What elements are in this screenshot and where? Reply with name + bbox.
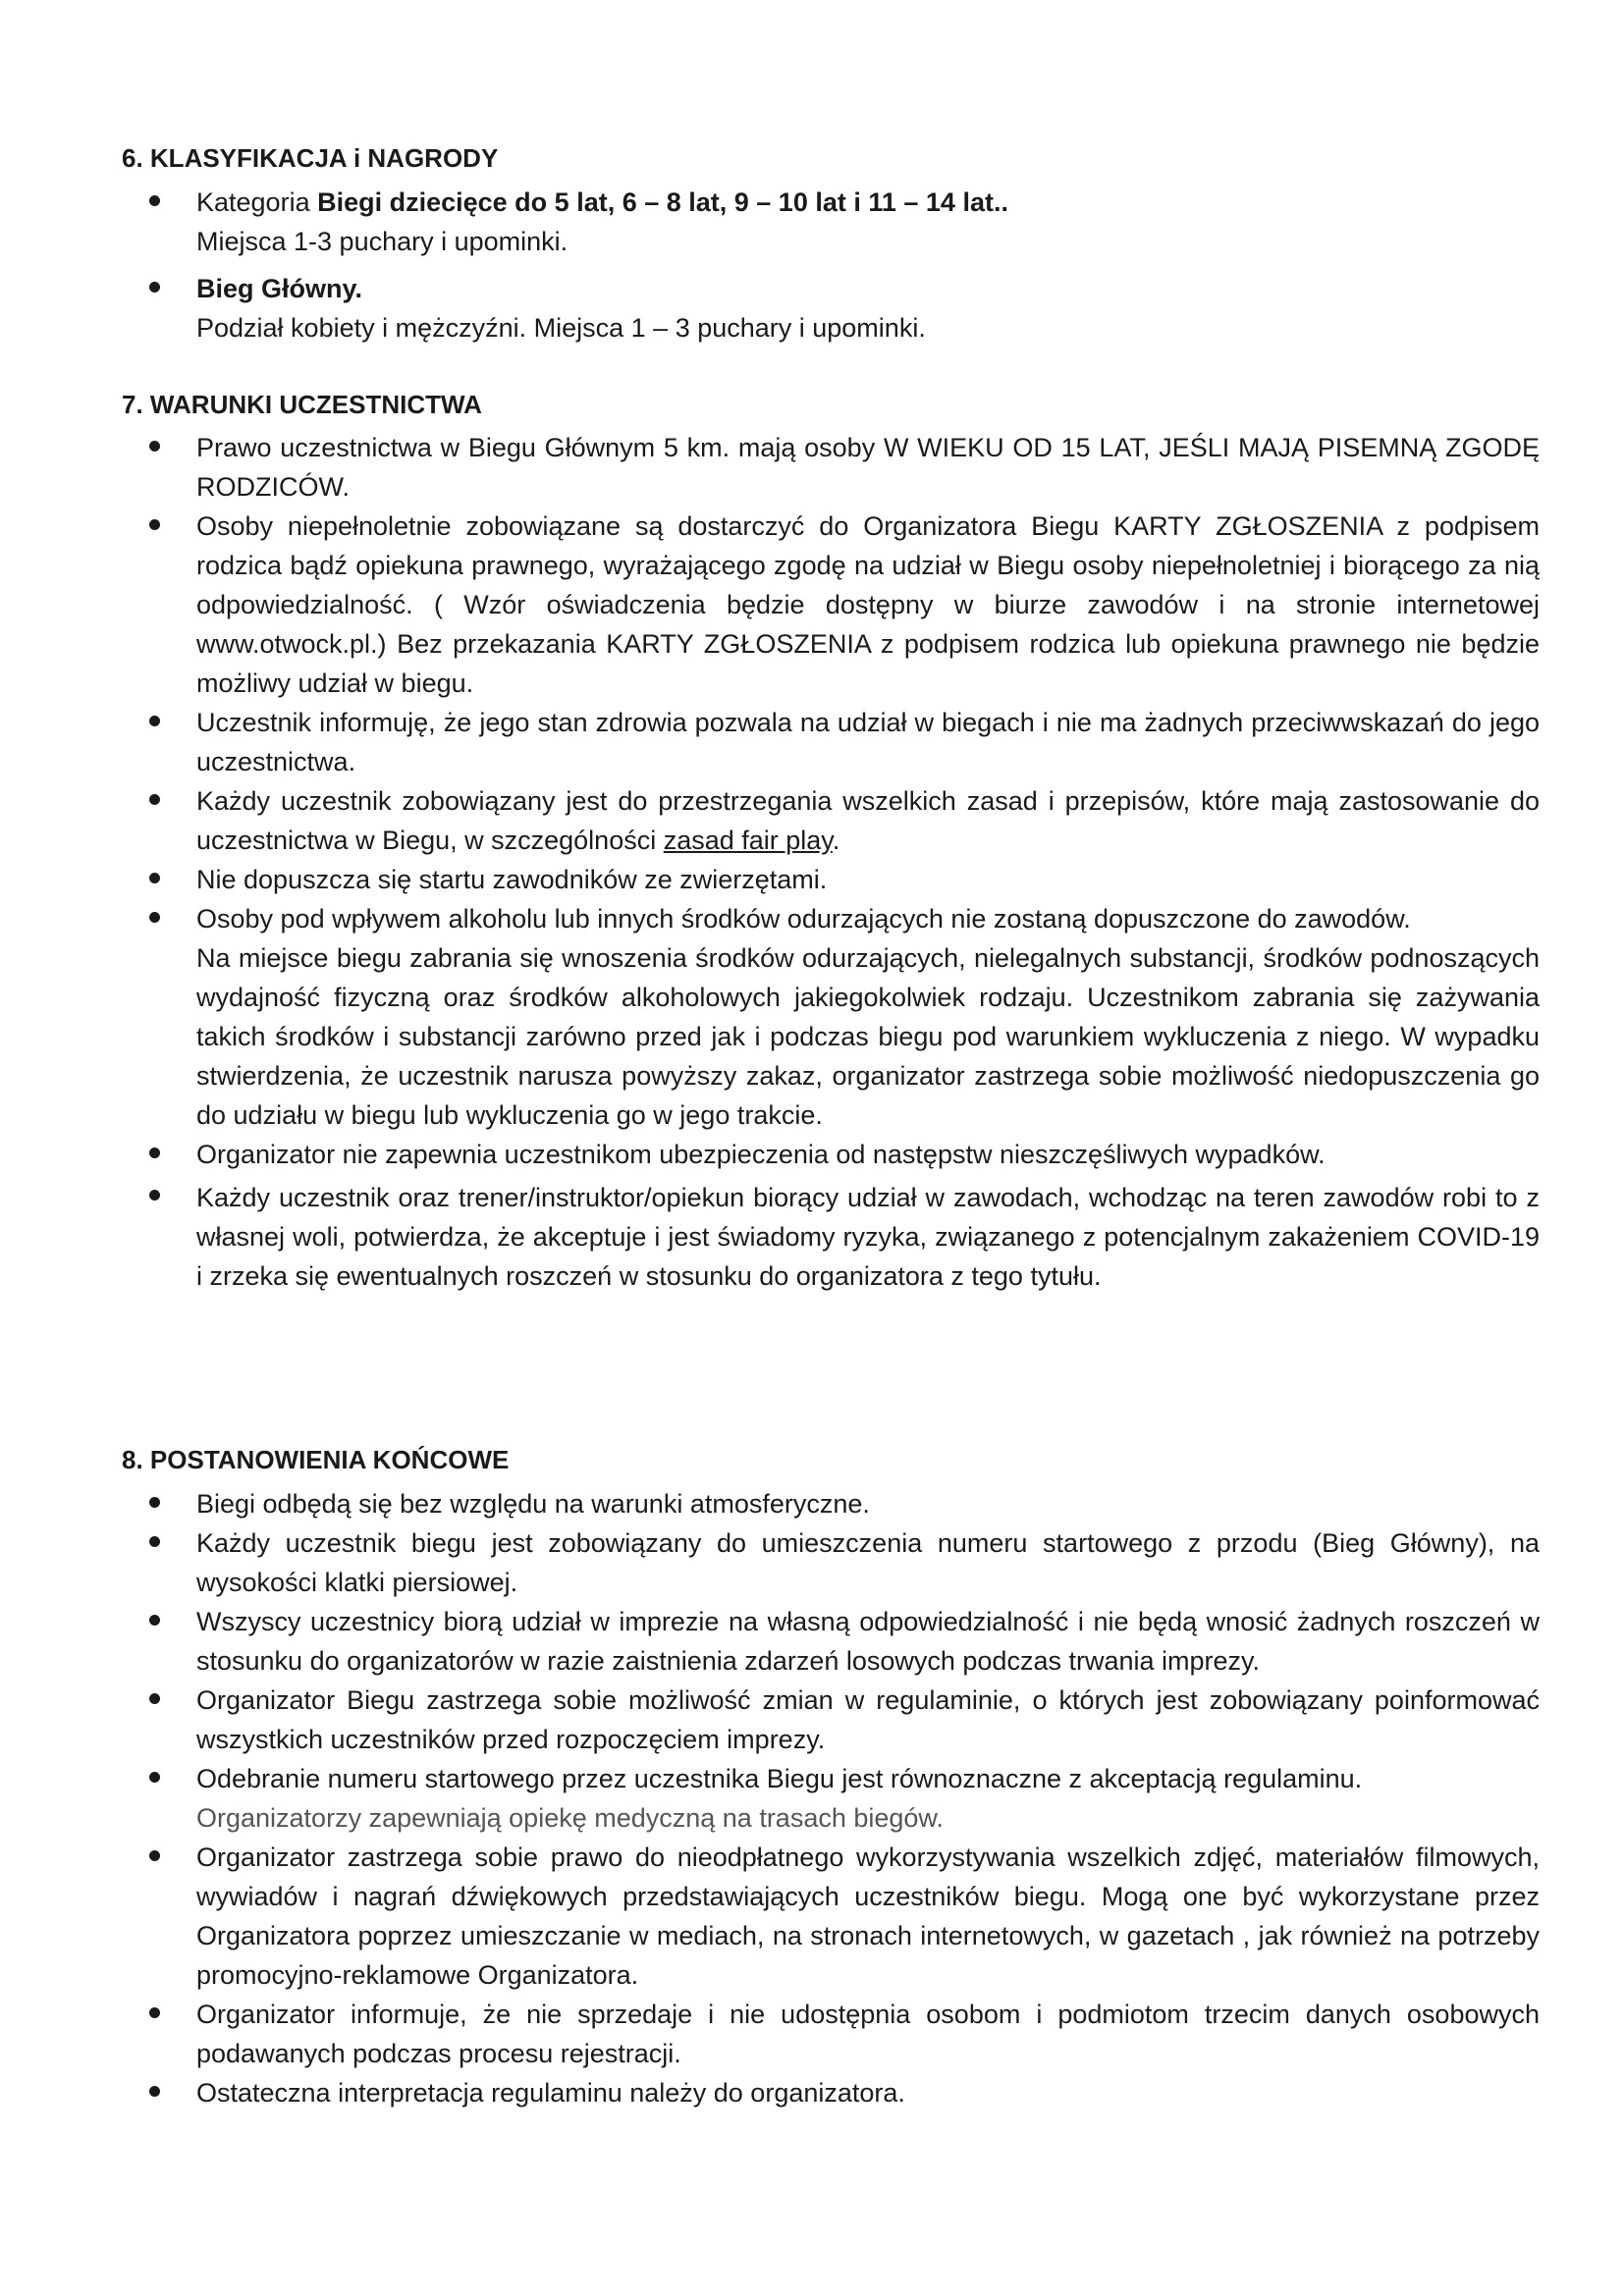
list-item bbox=[0, 1484, 1624, 1523]
bullet-icon bbox=[149, 1850, 160, 1861]
bullet-icon bbox=[149, 2086, 160, 2097]
bullet-icon bbox=[149, 1693, 160, 1704]
list-item bbox=[0, 269, 1624, 347]
bullet-icon bbox=[149, 912, 160, 923]
list-item-text: Biegi odbędą się bez względu na warunki atmosferyczne. bbox=[196, 1489, 870, 1519]
list-item-line: Bieg Główny. bbox=[196, 274, 363, 303]
list-item-text: Osoby niepełnoletnie zobowiązane są dostarczyć do Organizatora Biegu KARTY ZGŁOSZENIA z podpisem rodzica bądź opiekuna prawnego, wyrażającego zgodę na udział w Biegu osoby niepełnoletniej i biorącego za nią odpowiedzialność. ( Wzór oświadczenia będzie dostępny w biurze zawodów i na stronie internetowej www.otwock.pl.) Bez przekazania KARTY ZGŁOSZENIA z podpisem rodzica lub opiekuna prawnego nie będzie możliwy udział w biegu. bbox=[196, 511, 1540, 698]
list-item-text: Ostateczna interpretacja regulaminu należy do organizatora. bbox=[196, 2078, 905, 2108]
list-item bbox=[0, 1681, 1624, 1759]
bullet-icon bbox=[149, 716, 160, 726]
bullet-icon bbox=[149, 1497, 160, 1508]
medical-care-note: Organizatorzy zapewniają opiekę medyczną na trasach biegów. bbox=[196, 1803, 944, 1833]
list-item bbox=[0, 703, 1624, 781]
list-item bbox=[0, 1838, 1624, 1995]
list-item-paragraph: Osoby pod wpływem alkoholu lub innych środków odurzających nie zostaną dopuszczone do zawodów. bbox=[196, 904, 1411, 934]
list-item-line: Podział kobiety i mężczyźni. Miejsca 1 – 3 puchary i upominki. bbox=[196, 313, 926, 343]
fair-play-text: zasad fair play bbox=[663, 826, 833, 855]
category-text: Biegi dziecięce do 5 lat, 6 – 8 lat, 9 – 10 lat i 11 – 14 lat.. bbox=[317, 187, 1008, 217]
section-6-heading: 6. KLASYFIKACJA i NAGRODY bbox=[122, 143, 499, 173]
section-7-list bbox=[0, 428, 1624, 1296]
list-item-text: Każdy uczestnik biegu jest zobowiązany do umieszczenia numeru startowego z przodu (Bieg Główny), na wysokości klatki piersiowej. bbox=[196, 1528, 1540, 1597]
list-item-text: Każdy uczestnik oraz trener/instruktor/opiekun biorący udział w zawodach, wchodząc na teren zawodów robi to z własnej woli, potwierdza, że akceptuje i jest świadomy ryzyka, związanego z potencjalnym zakażeniem COVID-19 i zrzeka się ewentualnych roszczeń w stosunku do organizatora z tego tytułu. bbox=[196, 1183, 1540, 1291]
list-item-text: Wszyscy uczestnicy biorą udział w imprezie na własną odpowiedzialność i nie będą wnosić żadnych roszczeń w stosunku do organizatorów w razie zaistnienia zdarzeń losowych podczas trwania imprezy. bbox=[196, 1607, 1540, 1676]
list-item-line bbox=[196, 183, 1540, 222]
list-item bbox=[0, 1178, 1624, 1296]
list-item bbox=[0, 428, 1624, 507]
list-item-line: Odebranie numeru startowego przez uczestnika Biegu jest równoznaczne z akceptacją regulaminu. bbox=[196, 1764, 1363, 1793]
list-item bbox=[0, 183, 1624, 261]
list-item-text: Uczestnik informuję, że jego stan zdrowia pozwala na udział w biegach i nie ma żadnych przeciwwskazań do jego uczestnictwa. bbox=[196, 708, 1540, 776]
list-item bbox=[0, 1135, 1624, 1174]
list-item bbox=[0, 2073, 1624, 2112]
list-item-text: Organizator nie zapewnia uczestnikom ubezpieczenia od następstw nieszczęśliwych wypadków. bbox=[196, 1140, 1326, 1169]
bullet-icon bbox=[149, 441, 160, 452]
list-item bbox=[0, 1759, 1624, 1838]
list-item-text: Organizator informuje, że nie sprzedaje i nie udostępnia osobom i podmiotom trzecim danych osobowych podawanych podczas procesu rejestracji. bbox=[196, 2000, 1540, 2068]
bullet-icon bbox=[149, 1190, 160, 1201]
list-item-text: Organizator Biegu zastrzega sobie możliwość zmian w regulaminie, o których jest zobowiązany poinformować wszystkich uczestników przed rozpoczęciem imprezy. bbox=[196, 1685, 1540, 1754]
bullet-icon bbox=[149, 1148, 160, 1158]
bullet-icon bbox=[149, 519, 160, 530]
list-item bbox=[0, 1523, 1624, 1602]
bullet-icon bbox=[149, 1536, 160, 1547]
section-8-list bbox=[0, 1484, 1624, 2112]
list-item-text: Organizator zastrzega sobie prawo do nieodpłatnego wykorzystywania wszelkich zdjęć, materiałów filmowych, wywiadów i nagrań dźwiękowych przedstawiających uczestników biegu. Mogą one być wykorzystane przez Organizatora poprzez umieszczanie w mediach, na stronach internetowych, w gazetach , jak również na potrzeby promocyjno-reklamowe Organizatora. bbox=[196, 1842, 1540, 1990]
list-item bbox=[0, 1602, 1624, 1681]
bullet-icon bbox=[149, 873, 160, 883]
list-item bbox=[0, 899, 1624, 1135]
bullet-icon bbox=[149, 282, 160, 293]
list-item bbox=[0, 781, 1624, 860]
list-item bbox=[0, 1995, 1624, 2073]
list-item-text: Prawo uczestnictwa w Biegu Głównym 5 km. mają osoby W WIEKU OD 15 LAT, JEŚLI MAJĄ PISEMNĄ ZGODĘ RODZICÓW. bbox=[196, 433, 1540, 502]
category-prefix: Kategoria bbox=[196, 187, 318, 217]
list-item-line: Miejsca 1-3 puchary i upominki. bbox=[196, 227, 568, 256]
list-item-text-end: . bbox=[832, 826, 840, 855]
section-7-heading: 7. WARUNKI UCZESTNICTWA bbox=[122, 390, 482, 419]
bullet-icon bbox=[149, 2007, 160, 2018]
section-8-heading: 8. POSTANOWIENIA KOŃCOWE bbox=[122, 1445, 510, 1474]
list-item-text: Każdy uczestnik zobowiązany jest do przestrzegania wszelkich zasad i przepisów, które mają zastosowanie do uczestnictwa w Biegu, w szczególności bbox=[196, 786, 1540, 855]
list-item-paragraph: Na miejsce biegu zabrania się wnoszenia środków odurzających, nielegalnych substancji, środków podnoszących wydajność fizyczną oraz środków alkoholowych jakiegokolwiek rodzaju. Uczestnikom zabrania się zażywania takich środków i substancji zarówno przed jak i podczas biegu pod warunkiem wykluczenia z niego. W wypadku stwierdzenia, że uczestnik narusza powyższy zakaz, organizator zastrzega sobie możliwość niedopuszczenia go do udziału w biegu lub wykluczenia go w jego trakcie. bbox=[196, 943, 1540, 1130]
list-item bbox=[0, 507, 1624, 703]
bullet-icon bbox=[149, 1772, 160, 1783]
bullet-icon bbox=[149, 195, 160, 206]
bullet-icon bbox=[149, 1615, 160, 1626]
list-item bbox=[0, 860, 1624, 899]
list-item-text: Nie dopuszcza się startu zawodników ze zwierzętami. bbox=[196, 865, 828, 894]
section-6-list bbox=[0, 183, 1624, 347]
bullet-icon bbox=[149, 794, 160, 805]
